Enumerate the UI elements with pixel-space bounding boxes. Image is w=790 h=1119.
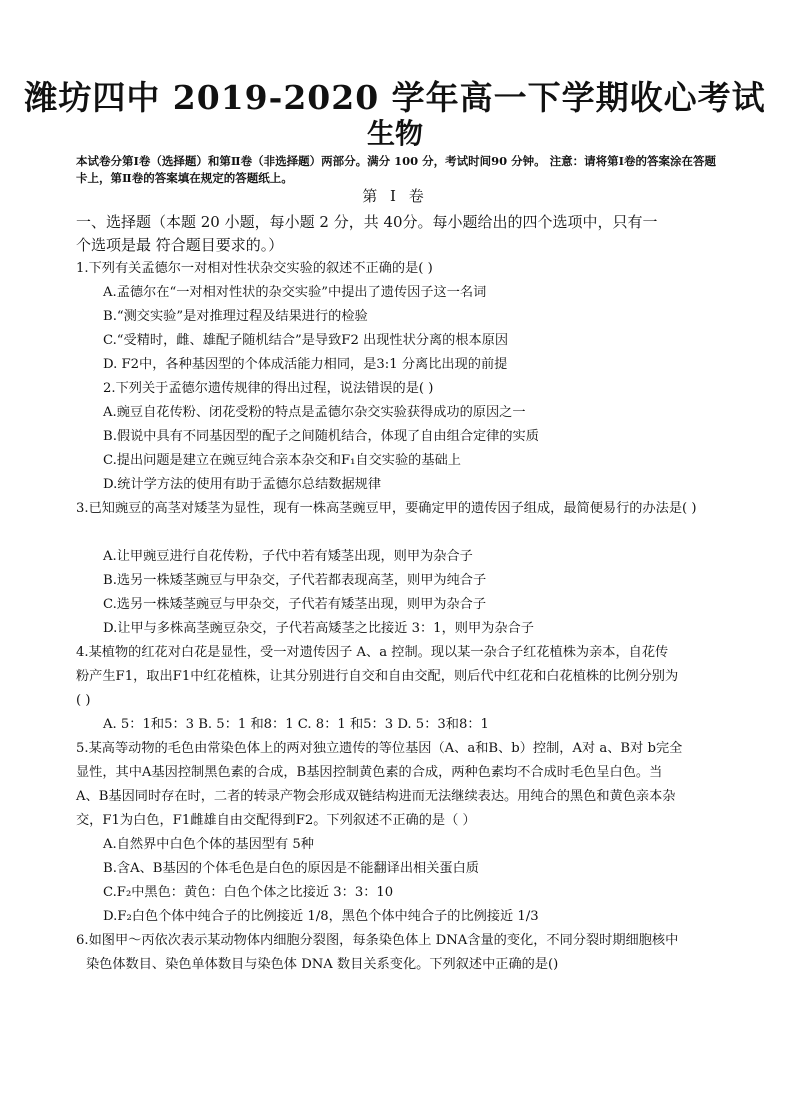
question-5-stem: A、B基因同时存在时，二者的转录产物会形成双链结构进而无法继续表达。用纯合的黑色和黄色亲本杂: [76, 789, 676, 804]
question-2-stem: 2.下列关于孟德尔遗传规律的得出过程，说法错误的是( ): [103, 381, 434, 396]
question-5-stem: 交，F1为白色，F1雌雄自由交配得到F2。下列叙述不正确的是（ ）: [76, 813, 476, 828]
exam-title: 潍坊四中 2019-2020 学年高一下学期收心考试: [24, 78, 766, 117]
question-5-option-d: D.F₂白色个体中纯合子的比例接近 1/8，黑色个体中纯合子的比例接近 1/3: [103, 909, 539, 924]
question-2-option-c: C.提出问题是建立在豌豆纯合亲本杂交和F₁自交实验的基础上: [103, 453, 461, 468]
question-1-option-d: D. F2中，各种基因型的个体成活能力相同，是3:1 分离比出现的前提: [103, 357, 508, 372]
exam-instructions: 本试卷分第Ⅰ卷（选择题）和第Ⅱ卷（非选择题）两部分。满分 100 分，考试时间90 分钟。 注意：请将第Ⅰ卷的答案涂在答题卡上，第Ⅱ卷的答案填在规定的答题纸上。: [76, 154, 716, 185]
question-5-option-a: A.自然界中白色个体的基因型有 5种: [103, 837, 314, 852]
question-4-options: A. 5：1和5：3 B. 5：1 和8：1 C. 8：1 和5：3 D. 5：3和8：1: [103, 717, 489, 732]
question-4-stem: 4.某植物的红花对白花是显性，受一对遗传因子 A、a 控制。现以某一杂合子红花植株为亲本，自花传: [76, 645, 669, 660]
exam-subject: 生物: [366, 117, 423, 150]
question-4-stem: ( ): [76, 693, 91, 708]
question-5-option-c: C.F₂中黑色：黄色：白色个体之比接近 3：3：10: [103, 885, 394, 900]
question-1-option-b: B.“测交实验”是对推理过程及结果进行的检验: [103, 309, 368, 324]
question-5-stem: 显性，其中A基因控制黑色素的合成，B基因控制黄色素的合成，两种色素均不合成时毛色呈白色。当: [76, 765, 663, 780]
question-3-stem: 3.已知豌豆的高茎对矮茎为显性，现有一株高茎豌豆甲，要确定甲的遗传因子组成，最简便易行的办法是( ): [76, 501, 697, 516]
question-2-option-b: B.假说中具有不同基因型的配子之间随机结合，体现了自由组合定律的实质: [103, 429, 539, 444]
question-1-option-a: A.孟德尔在“一对相对性状的杂交实验”中提出了遗传因子这一名词: [103, 285, 487, 300]
question-3-option-c: C.选另一株矮茎豌豆与甲杂交，子代若有矮茎出现，则甲为杂合子: [103, 597, 487, 612]
question-3-option-b: B.选另一株矮茎豌豆与甲杂交，子代若都表现高茎，则甲为纯合子: [103, 573, 487, 588]
question-2-option-a: A.豌豆自花传粉、闭花受粉的特点是孟德尔杂交实验获得成功的原因之一: [103, 405, 526, 420]
question-1-option-c: C.“受精时，雌、雄配子随机结合”是导致F2 出现性状分离的根本原因: [103, 333, 509, 348]
question-3-option-a: A.让甲豌豆进行自花传粉，子代中若有矮茎出现，则甲为杂合子: [103, 549, 473, 564]
question-4-stem: 粉产生F1，取出F1中红花植株，让其分别进行自交和自由交配，则后代中红花和白花植株的比例分别为: [76, 669, 679, 684]
question-5-stem: 5.某高等动物的毛色由常染色体上的两对独立遗传的等位基因（A、a和B、b）控制，A对 a、B对 b完全: [76, 741, 683, 756]
question-6-stem: 染色体数目、染色单体数目与染色体 DNA 数目关系变化。下列叙述中正确的是(): [86, 957, 559, 972]
section-intro-line: 一、选择题（本题 20 小题，每小题 2 分，共 40分。每小题给出的四个选项中，只有一: [76, 213, 658, 231]
question-3-option-d: D.让甲与多株高茎豌豆杂交，子代若高矮茎之比接近 3：1，则甲为杂合子: [103, 621, 534, 636]
section-intro-line: 个选项是最 符合题目要求的。）: [76, 236, 284, 254]
section-heading: 第 Ⅰ 卷: [362, 187, 428, 205]
question-2-option-d: D.统计学方法的使用有助于孟德尔总结数据规律: [103, 477, 382, 492]
question-6-stem: 6.如图甲～丙依次表示某动物体内细胞分裂图，每条染色体上 DNA含量的变化，不同分裂时期细胞核中: [76, 933, 679, 948]
question-1-stem: 1.下列有关孟德尔一对相对性状杂交实验的叙述不正确的是( ): [76, 261, 433, 276]
question-5-option-b: B.含A、B基因的个体毛色是白色的原因是不能翻译出相关蛋白质: [103, 861, 479, 876]
